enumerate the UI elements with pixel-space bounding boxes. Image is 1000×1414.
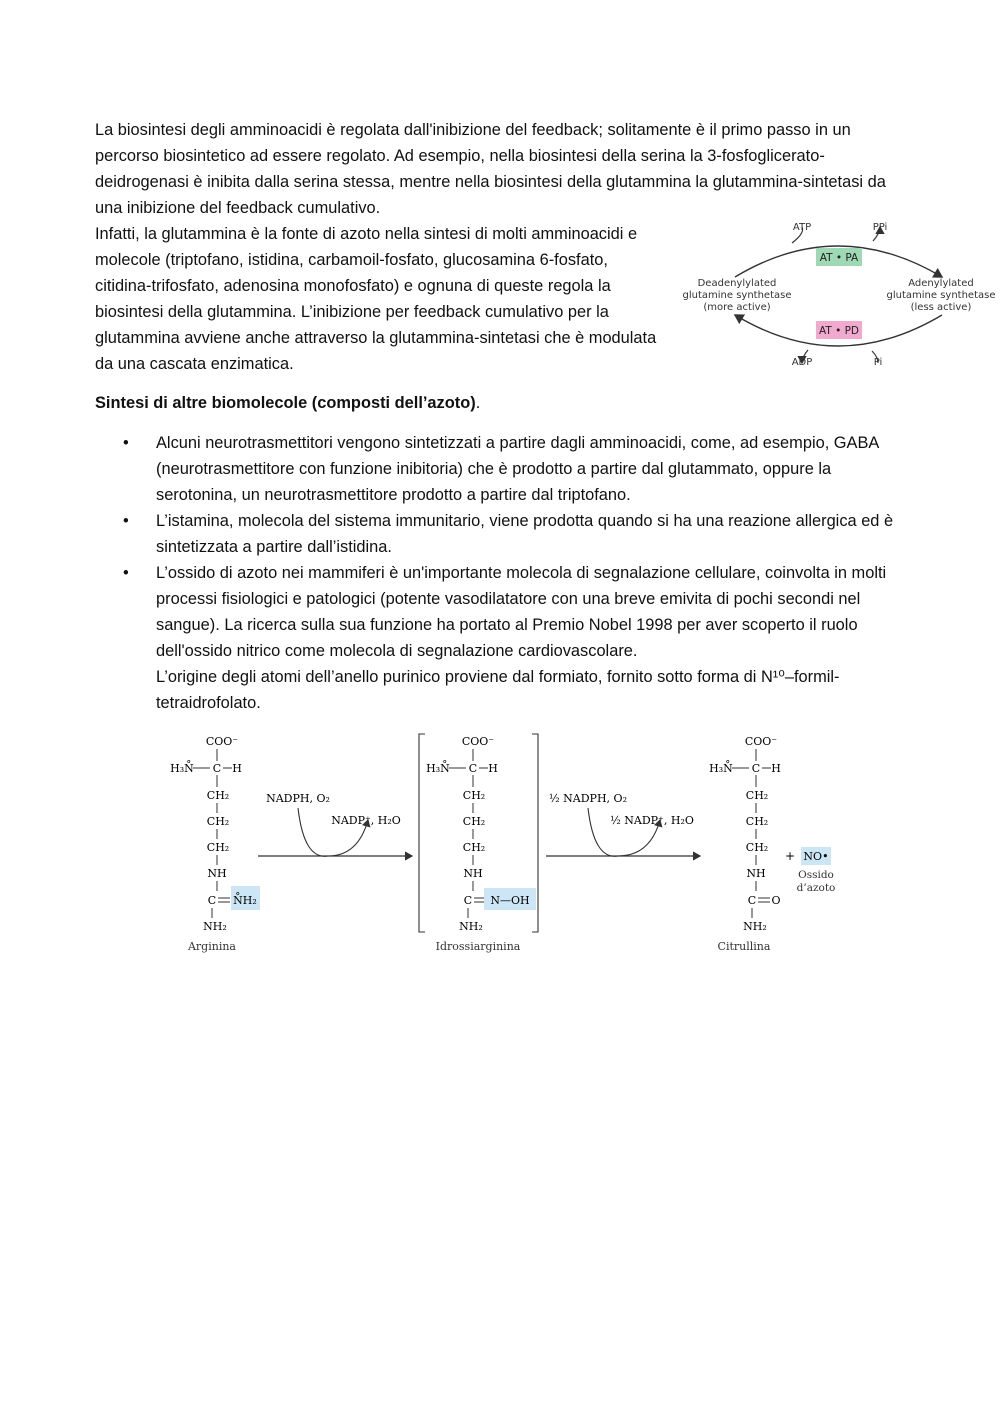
at-pd-label: AT • PD bbox=[818, 325, 860, 337]
bullet-list bbox=[95, 430, 910, 716]
bullet-marker: • bbox=[123, 564, 129, 582]
hydrogen-label: H bbox=[488, 762, 498, 775]
coo-label: COO⁻ bbox=[461, 735, 495, 748]
plus-sign: + bbox=[784, 849, 796, 863]
nitric-oxide-label-line2: d’azoto bbox=[796, 882, 836, 894]
amine-label: H₃N̊ bbox=[709, 762, 733, 775]
adp-label: ADP bbox=[791, 357, 813, 368]
alpha-carbon-label: C bbox=[212, 762, 222, 775]
ch2-label: CH₂ bbox=[745, 789, 769, 802]
list-item bbox=[95, 508, 910, 560]
nh2-label: NH₂ bbox=[203, 920, 227, 933]
bullet-text-neurotransmitters: Alcuni neurotrasmettitori vengono sintetizzati a partire dagli amminoacidi, come, ad esempio, GABA (neurotrasmettitore con funzione inibitoria) che è prodotto a partire dal glutammato, oppure la serotonina, un neurotrasmettitore prodotto a partire dal triptofano. bbox=[156, 434, 879, 504]
amine-label: H₃N̊ bbox=[170, 762, 194, 775]
hydroxyarginine-structure bbox=[426, 735, 536, 953]
bullet-marker: • bbox=[123, 512, 129, 530]
step1-output: NADP⁺, H₂O bbox=[331, 814, 401, 827]
hydroxyarginine-name: Idrossiarginina bbox=[435, 940, 521, 953]
arginine-structure bbox=[170, 735, 260, 953]
deadenylylated-line3: (more active) bbox=[703, 302, 771, 313]
list-item bbox=[95, 430, 910, 508]
glutamine-paragraph: Infatti, la glutammina è la fonte di azoto nella sintesi di molti amminoacidi e molecole (triptofano, istidina, carbamoil-fosfato, glucosamina 6-fosfato, citidina-trifosfato, adenosina monofosfato) e ognuna di queste regola la biosintesi della glutammina. L’inibizione per feedback cumulativo per la glutammina avviene anche attraverso la glutammina-sintetasi che è modulata da una cascata enzimatica. bbox=[95, 225, 657, 373]
ch2-label: CH₂ bbox=[745, 841, 769, 854]
ppi-label: PPi bbox=[872, 222, 888, 233]
alpha-carbon-label: C bbox=[468, 762, 478, 775]
guanidino-carbon-label: C bbox=[207, 894, 217, 907]
bullet-marker: • bbox=[123, 434, 129, 452]
nh2-plus-label: N̊H₂ bbox=[233, 894, 257, 907]
ch2-label: CH₂ bbox=[462, 789, 486, 802]
section-heading bbox=[95, 390, 910, 416]
ch2-label: CH₂ bbox=[462, 841, 486, 854]
ch2-label: CH₂ bbox=[206, 789, 230, 802]
section-heading-period: . bbox=[475, 394, 481, 412]
ch2-label: CH₂ bbox=[206, 815, 230, 828]
alpha-carbon-label: C bbox=[751, 762, 761, 775]
oxygen-label: O bbox=[771, 894, 781, 907]
coo-label: COO⁻ bbox=[205, 735, 239, 748]
pi-label: Pi bbox=[873, 357, 883, 368]
nitric-oxide-synthesis-reaction bbox=[160, 728, 850, 960]
citrulline-structure bbox=[709, 735, 781, 953]
nitric-oxide-label-line1: Ossido bbox=[798, 869, 834, 881]
adenylylated-line2: glutamine synthetase bbox=[886, 290, 996, 301]
deadenylylated-line2: glutamine synthetase bbox=[682, 290, 792, 301]
nh2-label: NH₂ bbox=[743, 920, 767, 933]
hydrogen-label: H bbox=[232, 762, 242, 775]
nh-label: NH bbox=[746, 867, 766, 880]
amine-label: H₃N̊ bbox=[426, 762, 450, 775]
nh-label: NH bbox=[463, 867, 483, 880]
list-item bbox=[95, 560, 910, 716]
guanidino-carbon-label: C bbox=[463, 894, 473, 907]
intro-paragraph: La biosintesi degli amminoacidi è regolata dall'inibizione del feedback; solitamente è il primo passo in un percorso biosintetico ad essere regolato. Ad esempio, nella biosintesi della serina la 3-fosfoglicerato-deidrogenasi è inibita dalla serina stessa, mentre nella biosintesi della glutammina la glutammina-sintetasi da una inibizione del feedback cumulativo. bbox=[95, 121, 886, 217]
section-heading-text: Sintesi di altre biomolecole (composti dell’azoto) bbox=[95, 394, 476, 412]
adenylylated-line3: (less active) bbox=[910, 302, 972, 313]
adenylylated-line1: Adenylylated bbox=[908, 278, 974, 289]
ch2-label: CH₂ bbox=[462, 815, 486, 828]
hydrogen-label: H bbox=[771, 762, 781, 775]
nh-label: NH bbox=[207, 867, 227, 880]
arginine-name: Arginina bbox=[187, 940, 237, 953]
ch2-label: CH₂ bbox=[206, 841, 230, 854]
nh2-label: NH₂ bbox=[459, 920, 483, 933]
citrulline-name: Citrullina bbox=[717, 940, 771, 953]
n-oh-label: N—OH bbox=[490, 894, 530, 907]
bullet-text-purine-origin: L’origine degli atomi dell’anello purinico proviene dal formiato, fornito sotto forma di N¹⁰–formil-tetraidrofolato. bbox=[156, 668, 840, 712]
at-pa-label: AT • PA bbox=[819, 252, 859, 264]
carbonyl-carbon-label: C bbox=[747, 894, 757, 907]
nitric-oxide-formula: NO• bbox=[803, 850, 829, 863]
deadenylylated-line1: Deadenylylated bbox=[697, 278, 777, 289]
step2-output: ½ NADP⁺, H₂O bbox=[610, 814, 694, 827]
left-bracket bbox=[419, 734, 425, 932]
step2-input: ½ NADPH, O₂ bbox=[549, 792, 627, 805]
atp-label: ATP bbox=[792, 222, 812, 233]
bullet-text-nitric-oxide: L’ossido di azoto nei mammiferi è un'importante molecola di segnalazione cellulare, coinvolta in molti processi fisiologici e patologici (potente vasodilatatore con una breve emivita di pochi secondi nel sangue). La ricerca sulla sua funzione ha portato al Premio Nobel 1998 per aver scoperto il ruolo dell'ossido nitrico come molecola di segnalazione cardiovascolare. bbox=[156, 564, 887, 660]
bullet-text-histamine: L’istamina, molecola del sistema immunitario, viene prodotta quando si ha una reazione allergica ed è sintetizzata a partire dall’istidina. bbox=[156, 512, 894, 556]
glutamine-synthetase-cycle-figure bbox=[680, 215, 998, 375]
ch2-label: CH₂ bbox=[745, 815, 769, 828]
coo-label: COO⁻ bbox=[744, 735, 778, 748]
step1-input: NADPH, O₂ bbox=[266, 792, 330, 805]
